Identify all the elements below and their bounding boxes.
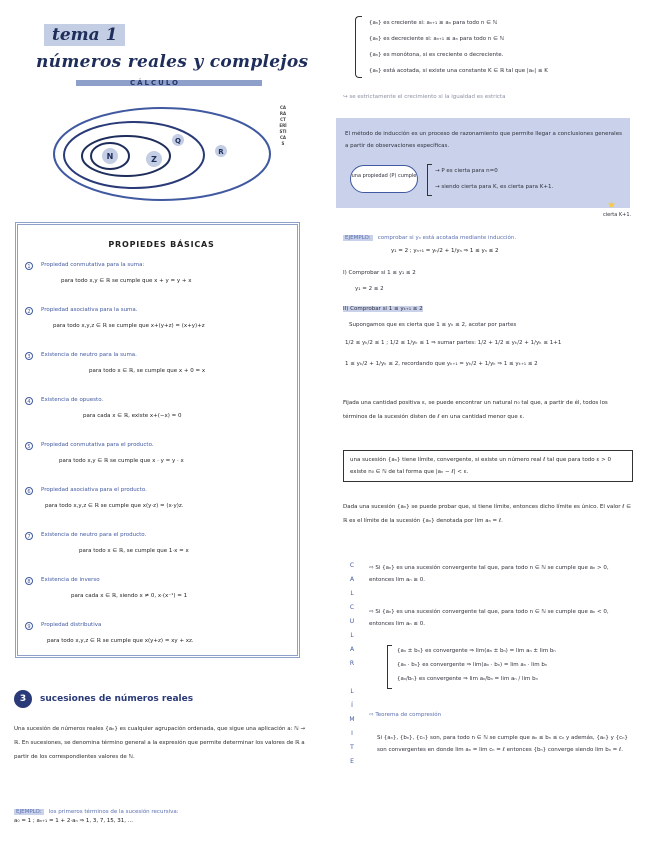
vertical-letter: L — [350, 688, 354, 695]
section-example — [14, 798, 306, 817]
property-name: Existencia de opuesto. — [41, 397, 104, 403]
section-number: 3 — [14, 690, 32, 708]
example-text: comprobar si yₙ está acotada mediante inducción. — [377, 235, 517, 241]
property-name: Existencia de inverso — [41, 577, 100, 583]
vertical-letter: C — [349, 562, 355, 569]
property-number: 5 — [25, 442, 33, 450]
property-number: 1 — [25, 262, 33, 270]
property-statement: para cada x ∈ ℝ, siendo x ≠ 0, x·(x⁻¹) = 1 — [71, 593, 188, 599]
example-tag: EJEMPLO: — [16, 809, 42, 815]
limit-rule: ⇨ Si {aₙ} es una sucesión convergente tal que, para todo n ∈ ℕ se cumple que aₙ > 0, entonces lim aₙ ≥ 0. — [369, 565, 609, 583]
property-statement: para todo x,y ∈ ℝ se cumple que x · y = y · x — [59, 458, 184, 464]
section-paragraph: Una sucesión de números reales {aₙ} es cualquier agrupación ordenada, que sigue una aplicación a: ℕ → ℝ. En sucesiones, se denomina término general a la expresión que permite determinar los valores de ℝ a partir de los correspondientes valores de ℕ. — [14, 726, 306, 760]
property-statement: para todo x,y,z ∈ ℝ se cumple que x(y·z) = (x·y)z. — [45, 503, 184, 509]
calcular-limite-vertical — [347, 562, 357, 772]
set-label-r: R — [218, 148, 224, 156]
property-statement: para todo x ∈ ℝ, se cumple que 1·x = x — [79, 548, 189, 554]
limit-rule: {aₙ · bₙ} es convergente ⇒ lim(aₙ · bₙ) = lim aₙ · lim bₙ — [397, 662, 548, 668]
property-number: 2 — [25, 307, 33, 315]
definition-item: {aₙ} es decreciente si: aₙ₊₁ ≤ aₙ para todo n ∈ ℕ — [369, 36, 505, 42]
set-label-q: Q — [175, 137, 181, 145]
star-icon: ★ — [607, 200, 616, 211]
step-title: II) Comprobar si 1 ≤ yₖ₊₁ ≤ 2 — [343, 306, 423, 312]
vertical-letter: L — [350, 632, 354, 639]
theorem-title: ⇨ Teorema de compresión — [369, 712, 442, 718]
limit-paragraph-2: Dada una sucesión {aₙ} se puede probar que, si tiene límite, entonces dicho límite es único. El valor ℓ ∈ ℝ es el límite de la sucesión {aₙ} denotada por lim aₙ = ℓ. — [343, 504, 632, 524]
definition-item: {aₙ} es monótona, si es creciente o decreciente. — [369, 52, 504, 58]
property-number: 9 — [25, 622, 33, 630]
limit-paragraph: Fijada una cantidad positiva ε, se puede encontrar un natural n₀ tal que, a partir de él, todos los términos de la sucesión disten de ℓ en una cantidad menor que ε. — [343, 400, 608, 420]
vertical-letter: M — [349, 716, 355, 723]
property-name: Propiedad asociativa para la suma. — [41, 307, 138, 313]
vertical-letter: A — [349, 646, 355, 653]
vertical-letter: R — [349, 660, 355, 667]
property-name: Propiedad asociativa para el producto. — [41, 487, 147, 493]
property-name: Existencia de neutro para la suma. — [41, 352, 137, 358]
induction-step: → siendo cierta para K, es cierta para K+1. — [435, 184, 554, 190]
limit-rule: {aₙ ± bₙ} es convergente ⇒ lim(aₙ ± bₙ) = lim aₙ ± lim bₙ — [397, 648, 556, 654]
set-label-z: Z — [151, 155, 157, 164]
vertical-letter: A — [349, 576, 355, 583]
property-name: Propiedad distributiva — [41, 622, 102, 628]
pill-brace — [427, 164, 432, 196]
definition-item: {aₙ} es creciente si: aₙ₊₁ ≥ aₙ para todo n ∈ ℕ — [369, 20, 498, 26]
property-number: 4 — [25, 397, 33, 405]
vertical-letter — [347, 674, 357, 688]
rules-brace — [387, 645, 392, 689]
property-statement: para todo x,y,z ∈ ℝ se cumple que x(y+z) = xy + xz. — [47, 638, 194, 644]
number-sets-diagram — [50, 104, 275, 204]
side-word-text: CARACTERÍSTICAS — [279, 105, 287, 146]
property-statement: para todo x,y ∈ ℝ se cumple que x + y = y + x — [61, 278, 192, 284]
vertical-letter: I — [351, 730, 353, 737]
step-body: Supongamos que es cierta que 1 ≤ yₖ ≤ 2, acotar por partes — [349, 322, 517, 328]
property-name: Existencia de neutro para el producto. — [41, 532, 147, 538]
strict-note: ↪ se estrictamente el crecimiento si la igualdad es estricta — [343, 94, 506, 100]
property-number: 6 — [25, 487, 33, 495]
definitions-brace — [355, 16, 362, 78]
vertical-letter: C — [349, 604, 355, 611]
property-statement: para todo x ∈ ℝ, se cumple que x + 0 = x — [89, 368, 206, 374]
section-title: sucesiones de números reales — [40, 694, 194, 704]
induction-example — [343, 224, 633, 243]
definition-item: {aₙ} está acotada, si existe una constante K ∈ ℝ tal que |aₙ| ≤ K — [369, 68, 548, 74]
induction-step: → P es cierta para n=0 — [435, 168, 498, 174]
step-formula: 1 ≤ yₖ/2 + 1/yₖ ≤ 2, recordando que yₖ₊₁ = yₖ/2 + 1/yₖ ⇒ 1 ≤ yₖ₊₁ ≤ 2 — [345, 361, 538, 367]
property-number: 8 — [25, 577, 33, 585]
vertical-letter: E — [350, 758, 354, 765]
limit-rule: {aₙ/bₙ} es convergente ⇒ lim aₙ/bₙ = lim aₙ / lim bₙ — [397, 676, 538, 682]
tema-badge: tema 1 — [44, 24, 125, 46]
side-vertical-word — [279, 105, 287, 147]
limit-definition-box: una sucesión {aₙ} tiene límite, convergente, si existe un número real ℓ tal que para todo ε > 0 existe n₀ ∈ ℕ de tal forma que |aₙ − ℓ| < ε. — [343, 450, 633, 482]
limit-rule: ⇨ Si {aₙ} es una sucesión convergente tal que, para todo n ∈ ℕ se cumple que aₙ < 0, entonces lim aₙ ≤ 0. — [369, 609, 609, 627]
property-name: Propiedad conmutativa para la suma: — [41, 262, 145, 268]
property-number: 3 — [25, 352, 33, 360]
property-number: 7 — [25, 532, 33, 540]
right-column — [323, 0, 646, 848]
vertical-letter: Í — [351, 702, 353, 709]
page-title: números reales y complejos — [36, 52, 309, 72]
step-formula: 1/2 ≤ yₖ/2 ≤ 1 ; 1/2 ≤ 1/yₖ ≤ 1 ⇒ sumar partes: 1/2 + 1/2 ≤ yₖ/2 + 1/yₖ ≤ 1+1 — [345, 340, 562, 346]
step-title: I) Comprobar si 1 ≤ y₁ ≤ 2 — [343, 270, 416, 276]
sticker-label: cierta K+1. — [603, 212, 632, 218]
property-statement: para cada x ∈ ℝ, existe x+(−x) = 0 — [83, 413, 182, 419]
example-tag: EJEMPLO: — [345, 235, 371, 241]
property-name: Propiedad conmutativa para el producto. — [41, 442, 154, 448]
theorem-text: Si {aₙ}, {bₙ}, {cₙ} son, para todo n ∈ ℕ se cumple que aₙ ≤ bₙ ≤ cₙ y además, {aₙ} y {cₙ} son convergentes en donde lim aₙ = lim cₙ = ℓ entonces {bₙ} converge siendo lim bₙ = ℓ. — [377, 735, 628, 753]
vertical-letter: L — [350, 590, 354, 597]
vertical-letter: U — [349, 618, 355, 625]
example-formula: y₁ = 2 ; yₙ₊₁ = yₙ/2 + 1/yₙ ⇒ 1 ≤ yₙ ≤ 2 — [391, 248, 499, 254]
vertical-letter: T — [350, 744, 354, 751]
property-statement: para todo x,y,z ∈ ℝ se cumple que x+(y+z) = (x+y)+z — [53, 323, 205, 329]
example-text: los primeros términos de la sucesión recursiva: — [48, 809, 179, 815]
set-label-n: N — [106, 152, 114, 161]
example-formula: a₀ = 1 ; aₙ₊₁ = 1 + 2·aₙ ⇒ 1, 3, 7, 15, 31, ... — [14, 818, 134, 824]
induction-text: El método de inducción es un proceso de razonamiento que permite llegar a conclusiones generales a partir de observaciones específicas. — [345, 131, 622, 149]
property-pill: una propiedad (P) cumple — [350, 165, 418, 193]
properties-title: PROPIEDES BÁSICAS — [108, 240, 215, 249]
step-body: y₁ = 2 ≤ 2 — [355, 286, 384, 292]
subject-label: CÁLCULO — [130, 79, 180, 87]
